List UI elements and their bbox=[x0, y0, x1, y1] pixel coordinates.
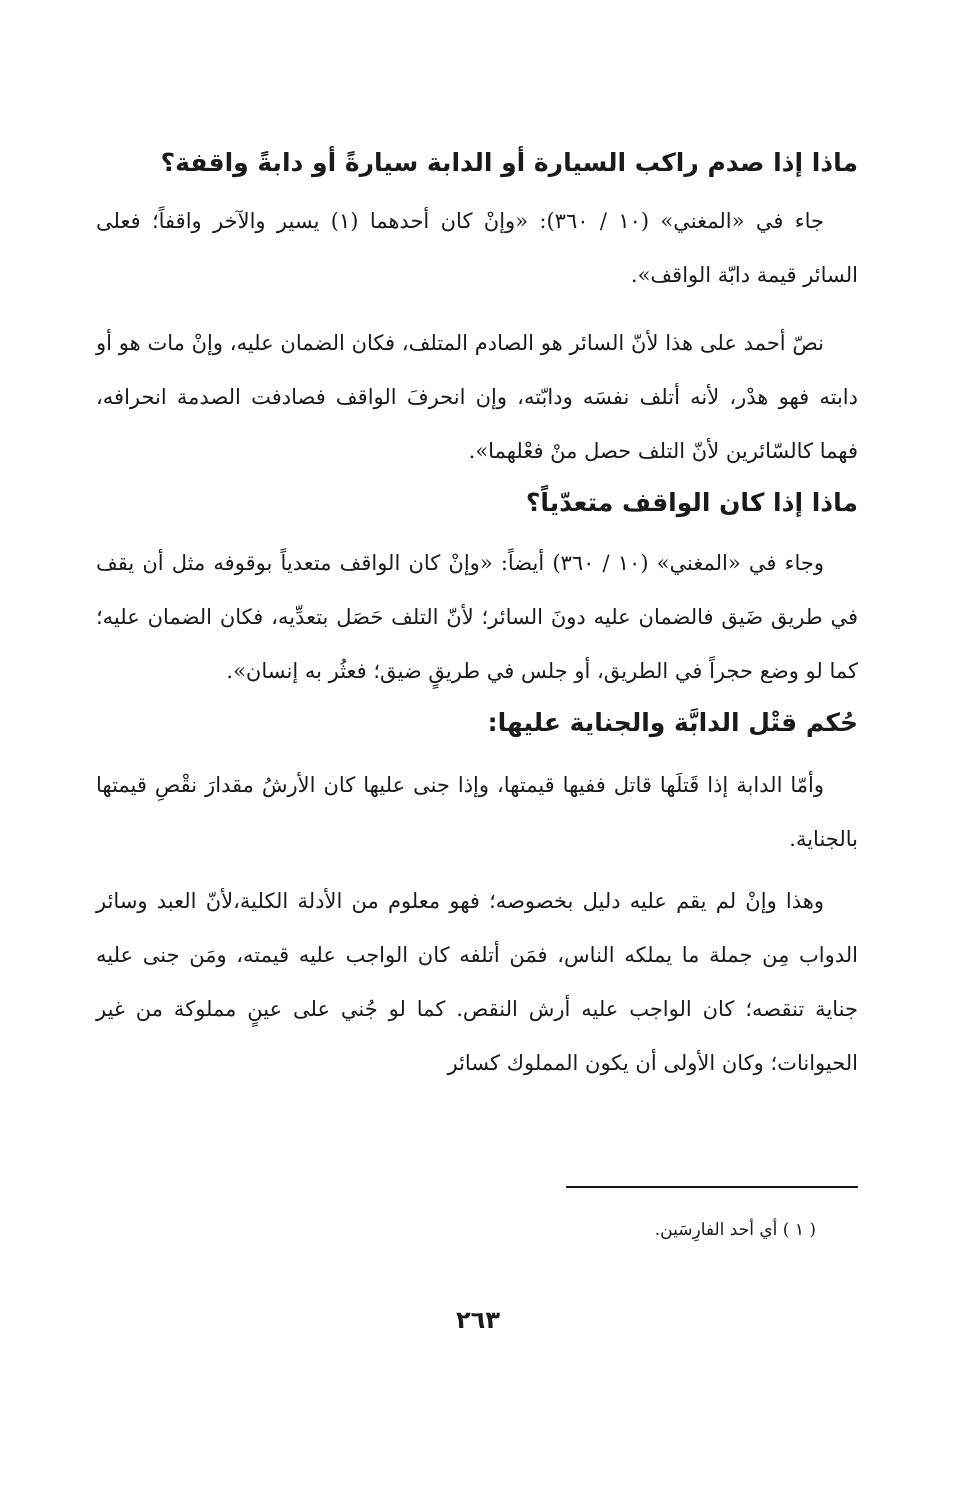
page-body bbox=[96, 140, 858, 1090]
section-heading-collision-stationary: ماذا إذا صدم راكب السيارة أو الدابة سيارةً أو دابةً واقفة؟ bbox=[160, 148, 858, 177]
paragraph-general-evidence: وهذا وإنْ لم يقم عليه دليل بخصوصه؛ فهو معلوم من الأدلة الكلية،لأنّ العبد وسائر الدواب مِن جملة ما يملكه الناس، فمَن أتلفه كان الواجب عليه قيمته، ومَن جنى عليه جناية تنقصه؛ كان الواجب عليه أرش النقص. كما لو جُني على عينٍ مملوكة من غير الحيوانات؛ وكان الأولى أن يكون المملوك كسائر bbox=[96, 889, 858, 1075]
paragraph-ahmad-text: نصّ أحمد على هذا لأنّ السائر هو الصادم المتلف، فكان الضمان عليه، وإنْ مات هو أو دابته فهو هدْر، لأنه أتلف نفسَه ودابّته، وإن انحرفَ الواقف فصادفت الصدمة انحرافه، فهما كالسّائرين لأنّ التلف حصل منْ فعْلهما». bbox=[96, 331, 858, 463]
section-heading-stationary-transgressor: ماذا إذا كان الواقف متعدّياً؟ bbox=[525, 488, 858, 517]
footnote: ( ١ ) أي أحد الفارِسَين. bbox=[654, 1220, 816, 1240]
paragraph-animal-value: وأمّا الدابة إذا قَتلَها قاتل ففيها قيمتها، وإذا جنى عليها كان الأرشُ مقدارَ نقْصِ قيمتها بالجناية. bbox=[96, 773, 858, 851]
footnote-divider bbox=[566, 1186, 858, 1188]
paragraph-mughni-quote-1: جاء في «المغني» (١٠ / ٣٦٠): «وإنْ كان أحدهما (١) يسير والآخر واقفاً؛ فعلى السائر قيمة دابّة الواقف». bbox=[96, 209, 858, 287]
paragraph-mughni-quote-2: وجاء في «المغني» (١٠ / ٣٦٠) أيضاً: «وإنْ كان الواقف متعدياً بوقوفه مثل أن يقف في طريق ضَيق فالضمان عليه دونَ السائر؛ لأنّ التلف حَصَل بتعدِّيه، فكان الضمان عليه؛ كما لو وضع حجراً في الطريق، أو جلس في طريقٍ ضيق؛ فعثُر به إنسان». bbox=[96, 551, 858, 683]
page-number: ٢٦٣ bbox=[456, 1306, 500, 1334]
section-heading-killing-animal: حُكم قتْل الدابَّة والجناية عليها: bbox=[487, 708, 858, 737]
